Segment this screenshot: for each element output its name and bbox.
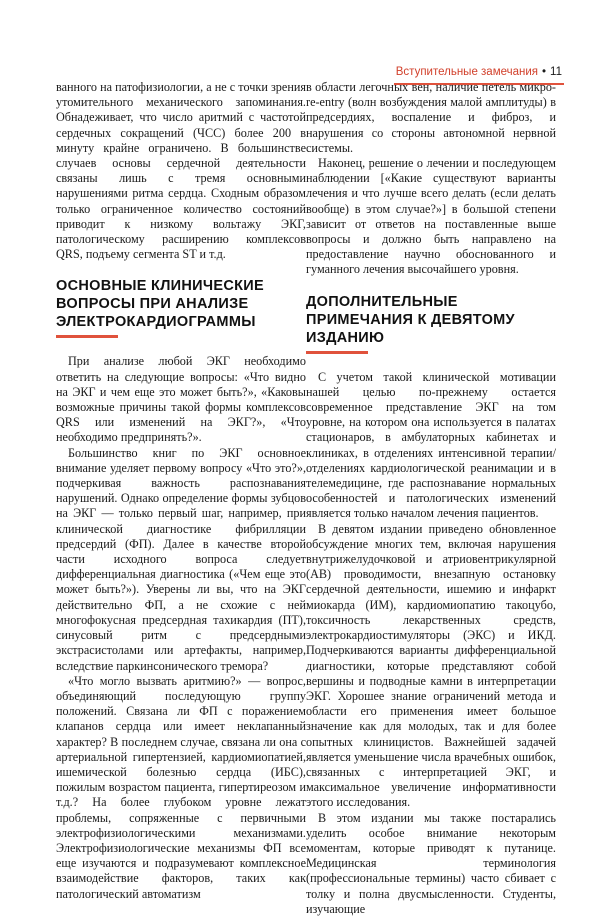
heading-text: ДОПОЛНИТЕЛЬНЫЕ ПРИМЕЧАНИЯ К ДЕВЯТОМУ ИЗДАНИЮ — [306, 293, 515, 346]
header-bullet: • — [542, 66, 547, 78]
left-column — [56, 80, 306, 902]
section-heading-ninth-edition — [306, 293, 556, 354]
section-heading-clinical-questions — [56, 277, 306, 338]
left-paragraph-3: Большинство книг по ЭКГ основное внимание уделяет первому вопросу «Что это?», подчеркивая важность распознавания нарушений. Однако определение формы зубцов на ЭКГ — только первый шаг, например, при клинической диагностике фибрилляции предсердий (ФП). Далее в качестве второй части исходного вопроса следует дифференциальная диагностика («Чем еще это может быть?»). Уверены ли вы, что на ЭКГ действительно ФП, а не схожие с ней многофокусная предсердная тахикардия (ПТ), синусовый ритм с предсердными экстрасистолами или артефакты, например, вследствие паркинсонического тремора? — [56, 445, 306, 673]
heading-text: ОСНОВНЫЕ КЛИНИЧЕСКИЕ ВОПРОСЫ ПРИ АНАЛИЗЕ ЭЛЕКТРОКАРДИОГРАММЫ — [56, 278, 264, 331]
right-paragraph-4: В девятом издании приведено обновленное обсуждение многих тем, включая нарушения внутрижелудочковой и атриовентрикулярной (АВ) проводимости, внезапную остановку сердечной деятельности, ишемию и инфаркт миокарда (ИМ), кардиомиопатию такоцубо, токсичность лекарственных средств, электрокардиостимуляторы (ЭКС) и ИКД. Подчеркиваются варианты дифференциальной диагностики, которые представляют собой вершины и подводные камни в интерпретации ЭКГ. Хорошее знание ограничений метода и области его применения имеет большое значение как для молодых, так и для более опытных клиницистов. Важнейшей задачей является уменьшение числа врачебных ошибок, связанных с интерпретацией ЭКГ, и максимальное увеличение информативности этого исследования. — [306, 521, 556, 810]
heading-rule — [56, 335, 118, 338]
right-paragraph-2: Наконец, решение о лечении и последующем наблюдении [«Какие существуют варианты лечения и что лучше всего делать (если делать вообще) в этом случае?»] в большой степени зависит от ответов на поставленные выше вопросы и должно быть направлено на предоставление научно обоснованного и гуманного лечения высочайшего уровня. — [306, 156, 556, 277]
section-title: Вступительные замечания — [395, 66, 539, 78]
right-column — [306, 80, 556, 917]
page-number: 11 — [550, 66, 562, 78]
right-paragraph-5: В этом издании мы также постарались уделить особое внимание некоторым моментам, которые приводят к путанице. Медицинская терминология (профессиональные термины) часто сбивает с толку и полна двусмысленности. Студенты, изучающие — [306, 810, 556, 916]
running-header — [396, 66, 562, 78]
left-paragraph-4: «Что могло вызвать аритмию?» — вопрос, объединяющий последующую группу положений. Связана ли ФП с поражением клапанов сердца или имеет неклапанный характер? В последнем случае, связана ли она с артериальной гипертензией, кардиомиопатией, ишемической болезнью сердца (ИБС), пожилым возрастом пациента, гипертиреозом и т.д.? На более глубоком уровне лежат проблемы, сопряженные с первичными электрофизиологическими механизмами. Электрофизиологические механизмы ФП все еще изучаются и подразумевают комплексное взаимодействие факторов, таких как патологический автоматизм — [56, 673, 306, 901]
left-paragraph-2: При анализе любой ЭКГ необходимо ответить на следующие вопросы: «Что видно на ЭКГ и чем еще это может быть?», «Каковы возможные причины такой формы комплексов QRS или изменений на ЭКГ?», «Что необходимо предпринять?». — [56, 354, 306, 445]
right-paragraph-1: в области легочных вен, наличие петель микро-re-entry (волн возбуждения малой амплитуды) в предсердиях, воспаление и фиброз, и нарушения со стороны автономной нервной системы. — [306, 80, 556, 155]
heading-rule — [306, 351, 368, 354]
right-paragraph-3: С учетом такой клинической мотивации нашей целью по-прежнему остается современное представление ЭКГ на том уровне, на котором она используется в палатах стационаров, в амбулаторных кабинетах и клиниках, в отделениях интенсивной терапии/отделениях кардиологической реанимации и в телемедицине, где распознавание нормальных особенностей и патологических изменений является только началом лечения пациентов. — [306, 369, 556, 521]
left-paragraph-1: ванного на патофизиологии, а не с точки зрения утомительного механического запоминания. Обнадеживает, что число аритмий с частотой сердечных сокращений (ЧСС) более 200 в минуту крайне ограничено. В большинстве случаев основы сердечной деятельности связаны лишь с тремя основными нарушениями ритма сердца. Сходным образом только ограниченное количество состояний приводит к низкому вольтажу ЭКГ, патологическому расширению комплексов QRS, подъему сегмента ST и т.д. — [56, 80, 306, 262]
